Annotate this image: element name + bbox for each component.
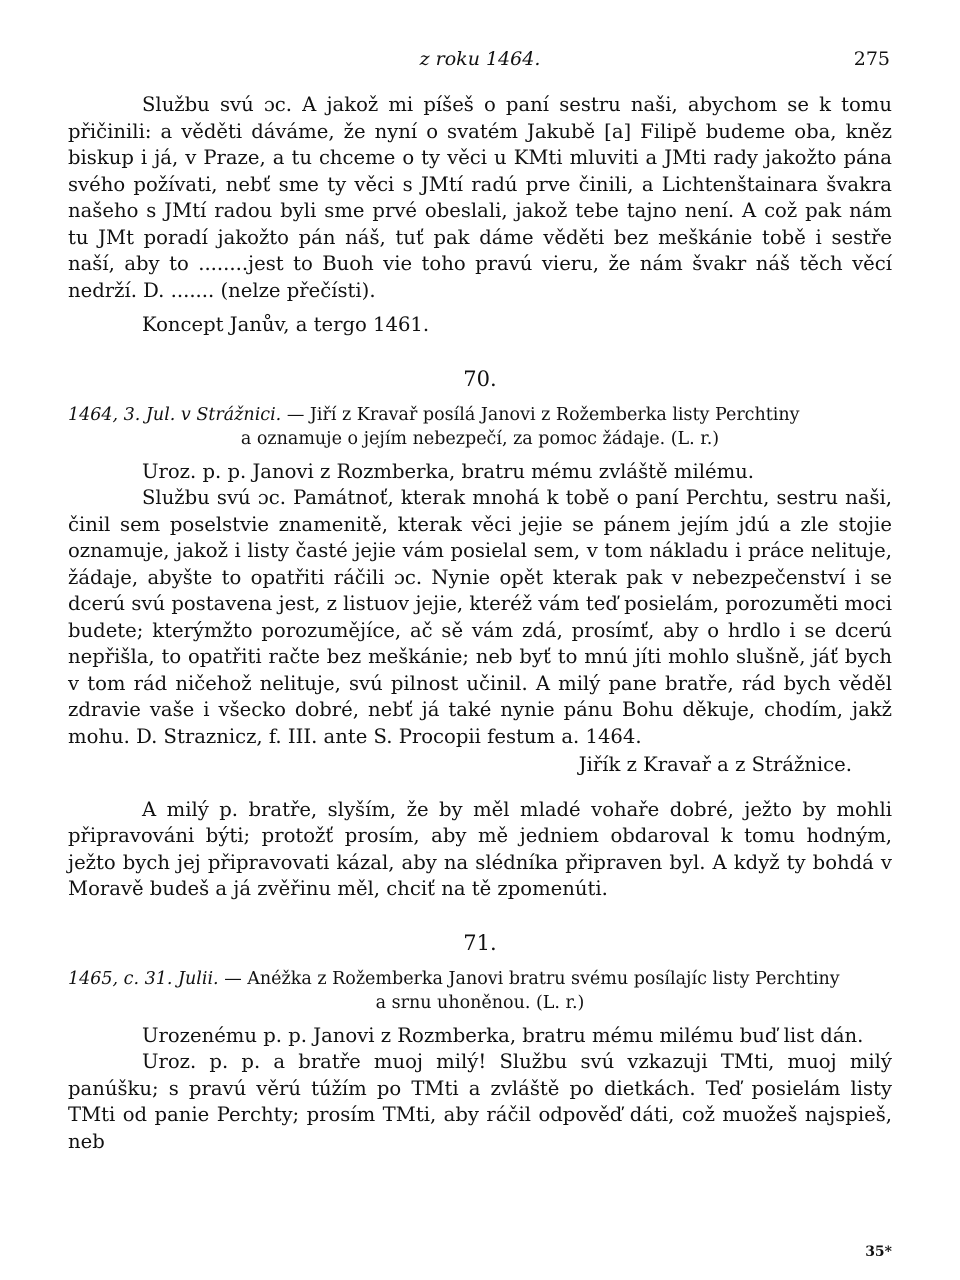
signature-mark: 35* — [865, 1244, 892, 1260]
letter-69-paragraph: Službu svú ɔc. A jakož mi píšeš o paní sestru naši, abychom se k tomu přičinili: a věděti dáváme, že nyní o svatém Jakubě [a] Filipě budeme oba, kněz biskup i já, v Praze, a tu chceme o ty věci u KMti mluviti a JMti rady jakožto pána svého požívati, nebť sme ty věci s JMtí radú prve činili, a Lichtenštainara švakra našeho s JMtí radou byli sme prvé obeslali, jakož tebe tajno není. A což pak nám tu JMt poradí jakožto pán náš, tuť pak dáme věděti bez meškánie tobě i sestře naší, aby to ........jest to Buoh vie toho pravú vieru, že nám švakr náš těch věcí nedrží. D. ....... (nelze přečísti). — [68, 93, 892, 302]
document-70-regest — [68, 403, 892, 451]
running-title: z roku 1464. — [419, 48, 541, 70]
running-head — [68, 44, 892, 74]
document-71-address: Urozenému p. p. Janovi z Rozmberka, bratru mému milému buď list dán. — [142, 1023, 864, 1047]
document-70-paragraph: Službu svú ɔc. Památnoť, kterak mnohá k tobě o paní Perchtu, sestru naši, činil sem poselstvie znamenitě, kterak věci jejie se pánem jejím jdú a zle stojie oznamuje, jakož i listy časté jejie vám posielal sem, v tom nákladu i práce nelituje, žádaje, abyšte to opatřiti ráčili ɔc. Nynie opět kterak pak v nebezpečenství i se dcerú svú postavena jest, z listuov jejie, kteréž vám teď posielám, porozuměti moci budete; kterýmžto porozumějíce, ač sě vám zdá, prosímť, aby o hrdlo i se dcerú nepřišla, to opatřiti račte bez meškánie; neb byť to mnú jíti mohlo slušně, jáť bych v tom rád ničehož nelituje, svú pilnost učinil. A milý pane bratře, rád bych věděl zdravie vaše i všecko dobré, nebť já také nynie pánu Bohu děkuje, chodím, jakž mohu. D. Straznicz, f. III. ante S. Procopii festum a. 1464. — [68, 486, 892, 748]
document-70-regest-line-1: — Jiří z Kravař posílá Janovi z Rožemberka listy Perchtiny — [281, 404, 800, 425]
document-70-address: Uroz. p. p. Janovi z Rozmberka, bratru mému zvláště milému. — [142, 459, 754, 483]
document-71-paragraph: Uroz. p. p. a bratře muoj milý! Službu svú vzkazuji TMti, muoj milý panúšku; s pravú věrú túžím po TMti a zvláště po dietkách. Teď posielám listy TMti od panie Perchty; prosím TMti, aby ráčil odpověď dáti, což muožeš najspieš, neb — [68, 1050, 892, 1153]
page-number: 275 — [853, 48, 890, 70]
document-number-70: 70. — [463, 366, 497, 391]
document-71-regest — [68, 967, 892, 1015]
document-number-71: 71. — [463, 930, 497, 955]
document-71-regest-line-1: — Anéžka z Rožemberka Janovi bratru svému posílajíc listy Perchtiny — [218, 968, 840, 989]
document-70-date: 1464, 3. Jul. v Strážnici. — [68, 404, 282, 425]
document-70-signature: Jiřík z Kravař a z Strážnice. — [578, 753, 852, 776]
document-71-date: 1465, c. 31. Julii. — [68, 968, 219, 989]
body-text — [68, 92, 892, 1155]
document-70-regest-line-2: a oznamuje o jejím nebezpečí, za pomoc žádaje. (L. r.) — [240, 428, 720, 449]
letter-69-note: Koncept Janův, a tergo 1461. — [142, 313, 430, 336]
document-70-postscript: A milý p. bratře, slyším, že by měl mladé vohaře dobré, ježto by mohli připravováni býti; protožť prosím, aby mě jedniem obdaroval k tomu hodným, ježto bych jej připravovati kázal, aby na slédníka připraven byl. A když ty bohdá v Moravě budeš a já zvěřinu měl, chciť na tě zpomenúti. — [68, 797, 892, 900]
document-71-regest-line-2: a srnu uhoněnou. (L. r.) — [375, 992, 585, 1013]
